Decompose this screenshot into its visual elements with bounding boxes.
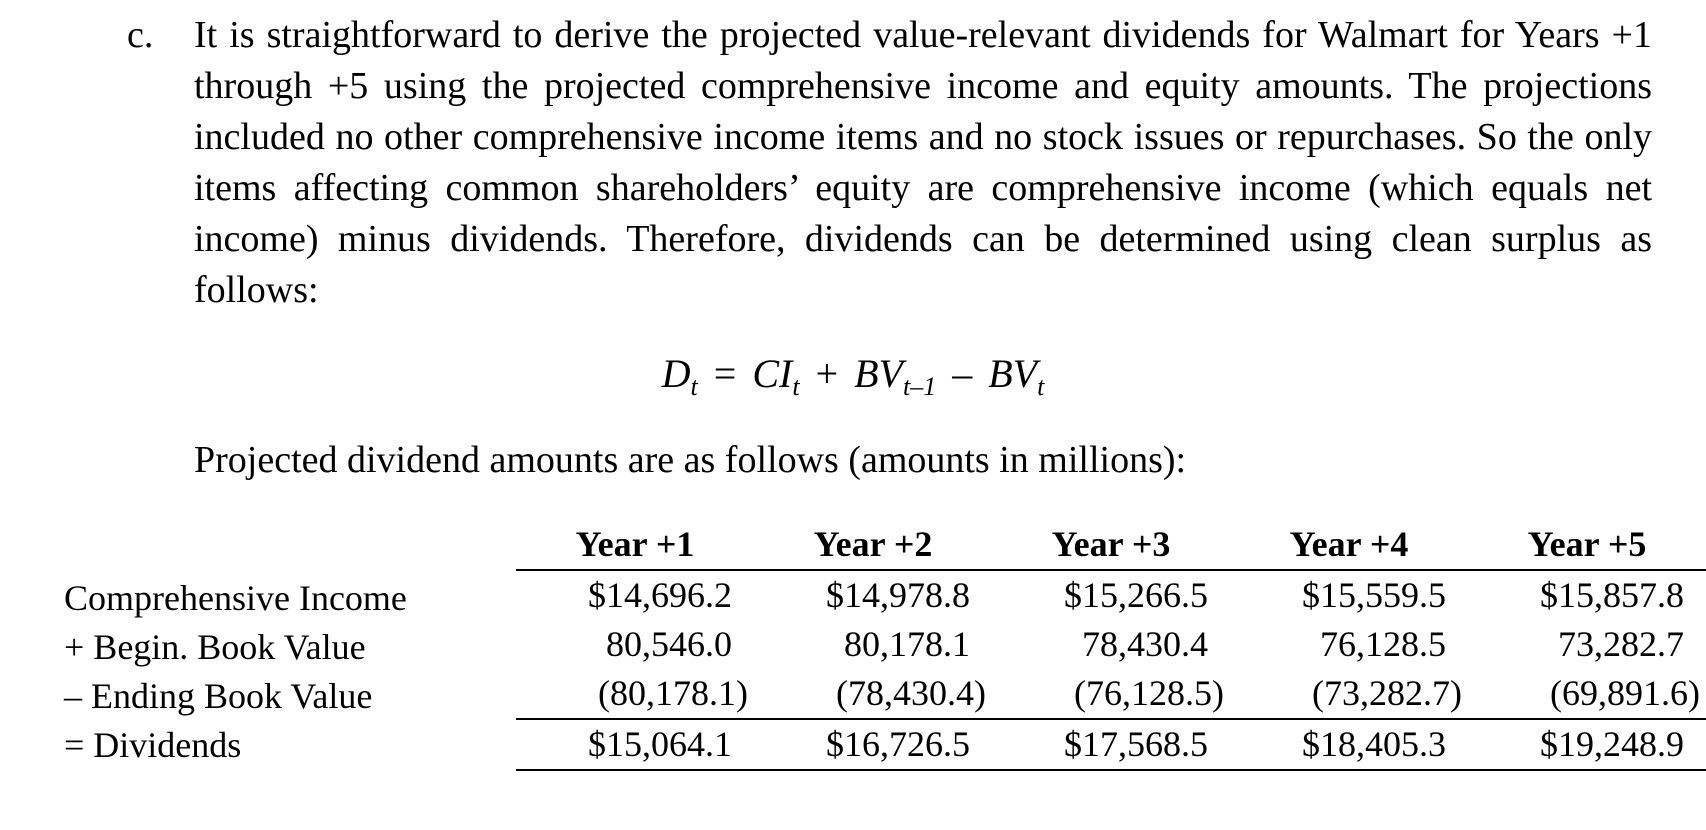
dividends-table: [516, 520, 1706, 771]
formula-ending-book-value: BV: [988, 351, 1038, 396]
table-cell: 78,430.4: [1082, 624, 1208, 664]
formula-comprehensive-income: CI: [752, 351, 793, 396]
row-label-begin-book-value: + Begin. Book Value: [64, 627, 366, 667]
table-row: [516, 669, 1706, 719]
table-cell: 80,546.0: [606, 624, 732, 664]
row-label-dividends: = Dividends: [64, 725, 242, 765]
table-cell: $14,696.2: [588, 575, 732, 615]
formula-begin-book-value-subscript: t–1: [903, 372, 937, 401]
column-header: Year +5: [1468, 520, 1706, 570]
table-cell: 76,128.5: [1320, 624, 1446, 664]
table-row: [516, 570, 1706, 620]
table-cell: $15,266.5: [1064, 575, 1208, 615]
table-intro: Projected dividend amounts are as follows (amounts in millions):: [194, 439, 1187, 481]
row-label-comprehensive-income: Comprehensive Income: [64, 578, 407, 618]
table-cell: $14,978.8: [826, 575, 970, 615]
table-cell: (73,282.7): [1230, 669, 1468, 719]
formula-dividends-subscript: t: [690, 372, 698, 401]
formula-minus: –: [952, 351, 973, 396]
table-cell: $19,248.9: [1468, 719, 1706, 770]
column-header: Year +4: [1230, 520, 1468, 570]
table-header-row: [516, 520, 1706, 570]
clean-surplus-formula: [0, 349, 1706, 399]
table-cell: (80,178.1): [516, 669, 754, 719]
table-total-row: [516, 719, 1706, 770]
table-cell: $18,405.3: [1230, 719, 1468, 770]
explanation-paragraph: It is straightforward to derive the projected value-relevant dividends for Walmart for Years +1 through +5 using the projected comprehensive income and equity amounts. The projections included no other comprehensive income items and no stock issues or repurchases. So the only items affecting common shareholders’ equity are comprehensive income (which equals net income) minus dividends. Therefore, dividends can be determined using clean surplus as follows:: [194, 14, 1652, 311]
formula-dividends: D: [661, 351, 691, 396]
formula-ending-book-value-subscript: t: [1037, 372, 1045, 401]
table-cell: $15,857.8: [1540, 575, 1684, 615]
table-cell: 80,178.1: [844, 624, 970, 664]
table-cell: (69,891.6): [1468, 669, 1706, 719]
table-cell: 73,282.7: [1558, 624, 1684, 664]
table-row-labels: [64, 574, 407, 770]
table-cell: $15,559.5: [1302, 575, 1446, 615]
formula-begin-book-value: BV: [854, 351, 903, 396]
table-row: [516, 620, 1706, 669]
column-header: Year +3: [992, 520, 1230, 570]
column-header: Year +1: [516, 520, 754, 570]
table-cell: (78,430.4): [754, 669, 992, 719]
table-cell: $17,568.5: [992, 719, 1230, 770]
formula-plus: +: [815, 351, 839, 396]
row-label-ending-book-value: – Ending Book Value: [64, 676, 373, 716]
table-cell: (76,128.5): [992, 669, 1230, 719]
part-marker: c.: [127, 14, 154, 56]
formula-equals: =: [713, 351, 737, 396]
formula-comprehensive-income-subscript: t: [792, 372, 800, 401]
table-cell: $16,726.5: [754, 719, 992, 770]
column-header: Year +2: [754, 520, 992, 570]
table-cell: $15,064.1: [516, 719, 754, 770]
